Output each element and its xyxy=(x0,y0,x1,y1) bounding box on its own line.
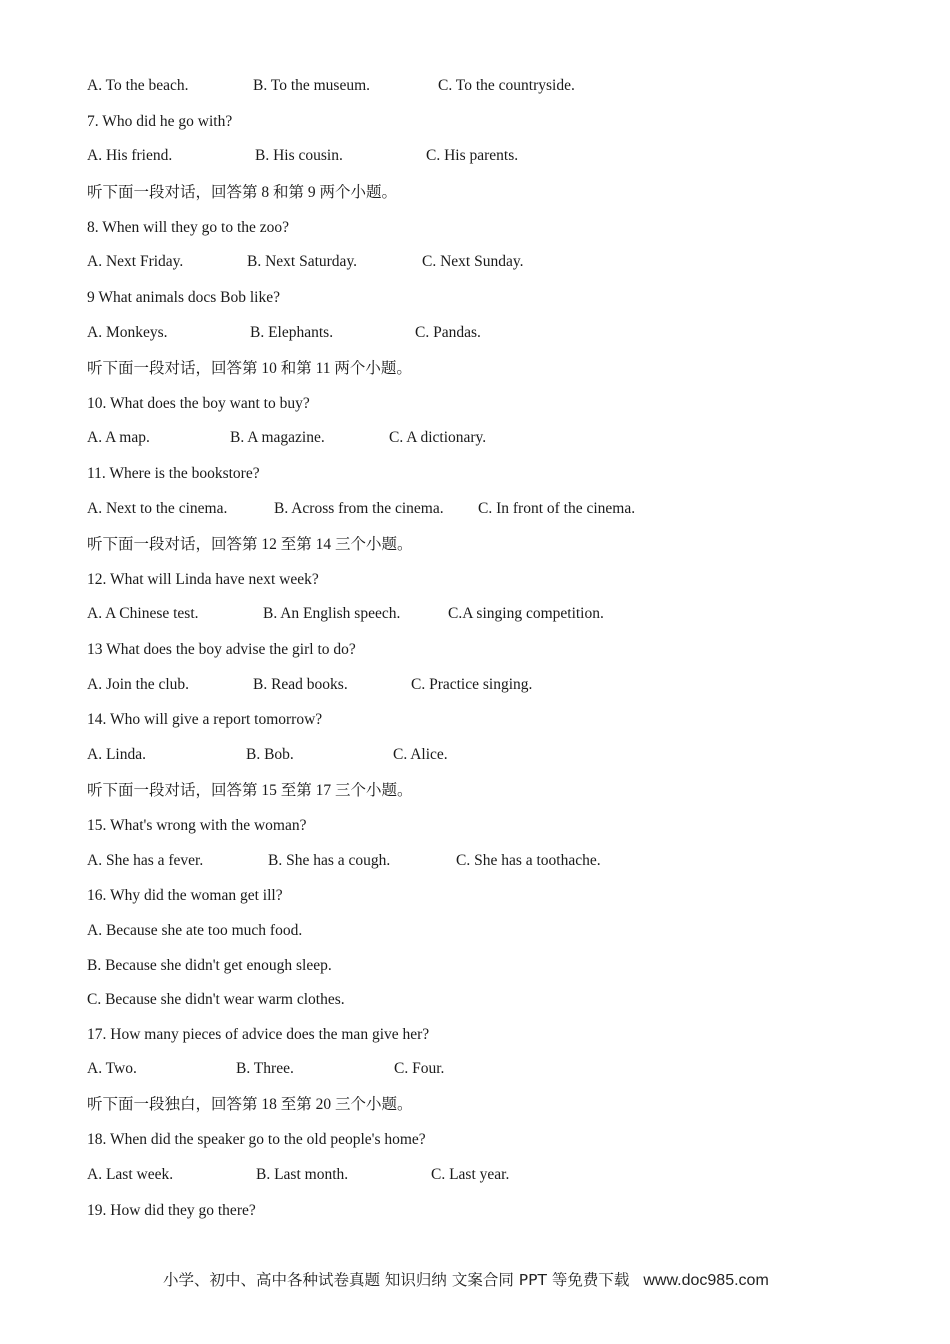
q13-question: 13 What does the boy advise the girl to do? xyxy=(87,641,356,658)
instruction-15-17: 听下面一段对话，回答第 15 至第 17 三个小题。 xyxy=(87,782,413,799)
q11-option-a: A. Next to the cinema. xyxy=(87,500,228,517)
q18-option-b: B. Last month. xyxy=(256,1166,349,1183)
q15-options xyxy=(87,851,887,871)
q6-option-c: C. To the countryside. xyxy=(438,77,575,94)
q16-option-b: B. Because she didn't get enough sleep. xyxy=(87,957,332,974)
q11-question: 11. Where is the bookstore? xyxy=(87,465,260,482)
q15-question: 15. What's wrong with the woman? xyxy=(87,817,307,834)
q14-option-b: B. Bob. xyxy=(246,746,294,763)
q16-question: 16. Why did the woman get ill? xyxy=(87,887,283,904)
q13-options xyxy=(87,675,887,695)
q12-option-b: B. An English speech. xyxy=(263,605,401,622)
q9-question: 9 What animals docs Bob like? xyxy=(87,289,280,306)
q7-option-b: B. His cousin. xyxy=(255,147,343,164)
q9-option-a: A. Monkeys. xyxy=(87,324,168,341)
q10-option-c: C. A dictionary. xyxy=(389,429,487,446)
q7-option-a: A. His friend. xyxy=(87,147,173,164)
q12-option-a: A. A Chinese test. xyxy=(87,605,199,622)
q9-option-c: C. Pandas. xyxy=(415,324,481,341)
q11-options xyxy=(87,499,887,519)
q18-option-c: C. Last year. xyxy=(431,1166,510,1183)
q17-options xyxy=(87,1059,887,1079)
q19-question: 19. How did they go there? xyxy=(87,1202,256,1219)
q10-options xyxy=(87,428,887,448)
q17-option-c: C. Four. xyxy=(394,1060,445,1077)
q8-question: 8. When will they go to the zoo? xyxy=(87,219,290,236)
q15-option-a: A. She has a fever. xyxy=(87,852,204,869)
q12-option-c: C.A singing competition. xyxy=(448,605,604,622)
q17-option-b: B. Three. xyxy=(236,1060,294,1077)
q6-option-b: B. To the museum. xyxy=(253,77,371,94)
q11-option-c: C. In front of the cinema. xyxy=(478,500,636,517)
q15-option-c: C. She has a toothache. xyxy=(456,852,601,869)
q18-question: 18. When did the speaker go to the old people's home? xyxy=(87,1131,426,1148)
q7-options xyxy=(87,146,887,166)
footer-site-link[interactable]: www.doc985.com xyxy=(643,1272,769,1289)
q9-options xyxy=(87,323,887,343)
q14-options xyxy=(87,745,887,765)
page-footer xyxy=(163,1268,769,1290)
instruction-10-11: 听下面一段对话，回答第 10 和第 11 两个小题。 xyxy=(87,360,412,377)
instruction-18-20: 听下面一段独白，回答第 18 至第 20 三个小题。 xyxy=(87,1096,413,1113)
q10-question: 10. What does the boy want to buy? xyxy=(87,395,310,412)
q12-question: 12. What will Linda have next week? xyxy=(87,571,319,588)
q16-option-c: C. Because she didn't wear warm clothes. xyxy=(87,991,345,1008)
q10-option-a: A. A map. xyxy=(87,429,150,446)
q8-options xyxy=(87,252,887,272)
q6-option-a: A. To the beach. xyxy=(87,77,189,94)
q18-options xyxy=(87,1165,887,1185)
instruction-12-14: 听下面一段对话，回答第 12 至第 14 三个小题。 xyxy=(87,536,413,553)
q8-option-b: B. Next Saturday. xyxy=(247,253,358,270)
q9-option-b: B. Elephants. xyxy=(250,324,334,341)
q12-options xyxy=(87,604,887,624)
q6-options xyxy=(87,76,887,96)
q7-question: 7. Who did he go with? xyxy=(87,113,233,130)
q7-option-c: C. His parents. xyxy=(426,147,519,164)
q18-option-a: A. Last week. xyxy=(87,1166,174,1183)
instruction-8-9: 听下面一段对话，回答第 8 和第 9 两个小题。 xyxy=(87,184,398,201)
q16-option-a: A. Because she ate too much food. xyxy=(87,922,303,939)
q14-question: 14. Who will give a report tomorrow? xyxy=(87,711,323,728)
q13-option-b: B. Read books. xyxy=(253,676,348,693)
q17-question: 17. How many pieces of advice does the man give her? xyxy=(87,1026,430,1043)
q11-option-b: B. Across from the cinema. xyxy=(274,500,444,517)
q13-option-a: A. Join the club. xyxy=(87,676,190,693)
q10-option-b: B. A magazine. xyxy=(230,429,325,446)
q14-option-c: C. Alice. xyxy=(393,746,448,763)
q17-option-a: A. Two. xyxy=(87,1060,137,1077)
q13-option-c: C. Practice singing. xyxy=(411,676,533,693)
q14-option-a: A. Linda. xyxy=(87,746,146,763)
footer-text: 小学、初中、高中各种试卷真题 知识归纳 文案合同 PPT 等免费下载 xyxy=(163,1271,630,1289)
q15-option-b: B. She has a cough. xyxy=(268,852,391,869)
q8-option-a: A. Next Friday. xyxy=(87,253,184,270)
q8-option-c: C. Next Sunday. xyxy=(422,253,524,270)
